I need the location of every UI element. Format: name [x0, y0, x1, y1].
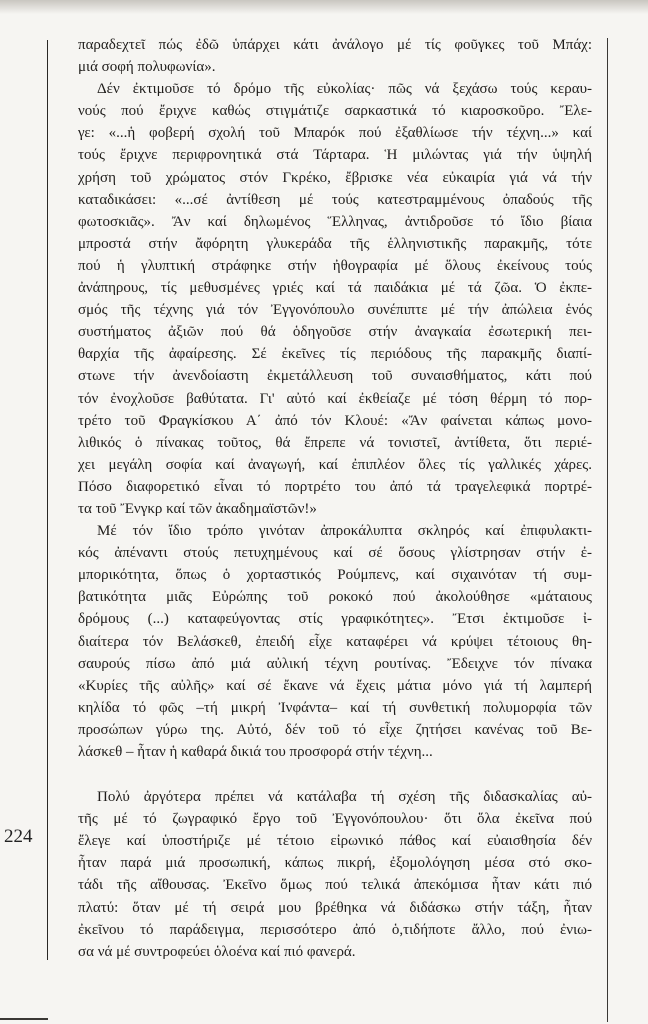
- text-line: ἔλεγε καί ὑποστήριζε μέ τέτοιο εἰρωνικό πάθος καί εὐαισθησία δέν: [78, 833, 592, 850]
- text-line: Δέν ἐκτιμοῦσε τό δρόμο τῆς εὐκολίας· πῶς νά ξεχάσω τούς κεραυ-: [97, 81, 592, 98]
- text-line: φωτοσκιᾶς». Ἄν καί δηλωμένος Ἕλληνας, ἀντιδροῦσε τό ἴδιο βίαια: [78, 213, 592, 230]
- text-line: Πόσο διαφορετικό εἶναι τό πορτρέτο του ἀπό τά τραγελεφικά πορτρέ-: [78, 478, 592, 495]
- paragraph: [78, 520, 592, 763]
- left-margin-rule: [47, 40, 48, 960]
- text-line: χρήση τοῦ χρώματος στόν Γκρέκο, ἔβρισκε νέα εὐκαιρία γιά νά τήν: [78, 169, 592, 186]
- text-line: λιθικός ὁ πίνακας τοῦτος, θά ἔπρεπε νά τονιστεῖ, ἀντίθετα, ὅτι περιέ-: [78, 434, 592, 451]
- text-line: τάδι τῆς αἴθουσας. Ἐκεῖνο ὅμως πού τελικά ἀπεκόμισα ἦταν κάτι πιό: [78, 877, 592, 894]
- text-line: τόν ἐνοχλοῦσε βαθύτατα. Γι' αὐτό καί ἐκθείαζε μέ τόση θέρμη τό πορ-: [78, 390, 592, 407]
- text-line: «Κυρίες τῆς αὐλῆς» καί σέ ἔκανε νά ἔχεις μάτια μόνο γιά τή λαμπερή: [78, 677, 592, 694]
- text-line: θαρχία τῆς ἀφαίρεσης. Σέ ἐκεῖνες τίς περιόδους τῆς παρακμῆς διαπί-: [78, 346, 592, 363]
- text-line: παραδεχτεῖ πώς ἐδῶ ὑπάρχει κάτι ἀνάλογο μέ τίς φοῦγκες τοῦ Μπάχ:: [78, 37, 592, 53]
- text-line: μιά σοφή πολυφωνία».: [78, 59, 216, 76]
- bottom-edge-mark: [0, 1018, 48, 1020]
- text-line: ἐκεῖνου τό παράδειγμα, περισσότερο ἀπό ὁ,τιδήποτε ἄλλο, πού ἐνιω-: [78, 921, 592, 938]
- text-line: διαίτερα τόν Βελάσκεθ, ἐπειδή εἶχε καταφέρει νά κρύψει τέτοιους θη-: [78, 633, 592, 650]
- text-line: πού ἡ γλυπτική στράφηκε στήν ἠθογραφία μέ ὅλους ἐκείνους τούς: [78, 257, 592, 274]
- text-line: κός ἀπέναντι στούς πετυχημένους καί σέ ὅσους γλίστρησαν στήν ἐ-: [78, 545, 592, 562]
- paragraph: [78, 78, 592, 520]
- text-line: νούς πού ἔριχνε καθώς στιγμάτιζε σαρκαστικά τό κιαροσκοῦρο. Ἔλε-: [78, 103, 592, 120]
- text-line: βατικότητα μιᾶς Εὐρώπης τοῦ ροκοκό πού ἀκολούθησε «μάταιους: [78, 589, 592, 606]
- text-line: σα νά μέ συντροφεύει ὁλοένα καί πιό φανερά.: [78, 943, 356, 960]
- text-line: στωνε τήν ἀνενδοίαστη ἐκμετάλλευση τοῦ συναισθήματος, κάτι πού: [78, 368, 592, 385]
- text-line: λάσκεθ – ἦταν ἡ καθαρά δικιά του προσφορά στήν τέχνη...: [78, 744, 433, 760]
- text-line: χει μεγάλη σοφία καί ἀναγωγή, καί ἐπιπλέον ὅλες τίς γαλλικές χάρες.: [78, 456, 592, 473]
- text-line: προσώπων γύρω της. Αὐτό, δέν τοῦ τό εἶχε ζητήσει κανένας τοῦ Βε-: [78, 721, 592, 738]
- text-line: καταδικάσει: «...σέ ἀντίθεση μέ τούς κατεστραμμένους ὀπαδούς τῆς: [78, 191, 592, 208]
- body-text: [78, 34, 592, 963]
- text-line: μπροστά στήν ἄφόρητη γλυκεράδα τῆς ἑλληνιστικῆς παρακμῆς, τότε: [78, 235, 592, 252]
- paragraph: [78, 786, 592, 963]
- text-line: μπορικότητα, ὅπως ὁ χορταστικός Ρούμπενς, καί σιχαινόταν τή συμ-: [78, 567, 592, 584]
- text-line: σμός τῆς τέχνης γιά τόν Ἐγγονόπουλο συνέπιπτε μέ τήν ἀπώλεια ἑνός: [78, 302, 592, 319]
- text-line: ἀνάπηρους, τίς μεθυσμένες γριές καί τά παιδάκια μέ τά ζῶα. Ὁ ἐκπε-: [78, 280, 592, 297]
- text-line: σαυρούς πίσω ἀπό μιά αὐλική τέχνη ρουτίνας. Ἔδειχνε τόν πίνακα: [78, 655, 592, 672]
- text-line: γε: «...ἡ φοβερή σχολή τοῦ Μπαρόκ πού ἐξαθλίωσε τήν τέχνη...» καί: [78, 125, 592, 142]
- paragraph: [78, 34, 592, 78]
- text-line: τρέτο τοῦ Φραγκίσκου Α΄ ἀπό τόν Κλουέ: «Ἄν φαίνεται κάπως μονο-: [78, 412, 592, 429]
- page-top-shadow: [0, 0, 648, 14]
- text-line: Πολύ ἀργότερα πρέπει νά κατάλαβα τή σχέση τῆς διδασκαλίας αὐ-: [97, 789, 592, 806]
- text-line: ἦταν παρά μιά προσωπική, κάπως πικρή, ἐξομολόγηση μέσα στό σκο-: [78, 855, 592, 872]
- text-line: πλατύ: ὅταν μέ τή σειρά μου βρέθηκα νά διδάσκω στήν τάξη, ἦταν: [78, 899, 592, 916]
- text-line: τούς ἔριχνε περιφρονητικά στά Τάρταρα. Ἡ μιλώντας γιά τήν ὑψηλή: [78, 147, 592, 164]
- text-line: δρόμους (...) καταφεύγοντας στίς γραφικότητες». Ἔτσι ἐκτιμοῦσε ἰ-: [78, 611, 592, 628]
- text-line: τῆς μέ τό ζωγραφικό ἔργο τοῦ Ἐγγονόπουλου· ὅτι ὅλα ἐκεῖνα πού: [78, 811, 592, 828]
- page-number: 224: [4, 826, 33, 847]
- text-line: τα τοῦ Ἔνγκρ καί τῶν ἀκαδημαϊστῶν!»: [78, 500, 317, 517]
- paragraph-gap: [78, 763, 592, 786]
- text-line: Μέ τόν ἴδιο τρόπο γινόταν ἀπροκάλυπτα σκληρός καί ἐπιφυλακτι-: [97, 523, 592, 540]
- right-margin-rule: [607, 38, 608, 1022]
- text-line: συστήματος ἀξιῶν πού θά ὁδηγοῦσε στήν ἀναγκαία ἐσωτερική πει-: [78, 324, 592, 341]
- text-line: κηλίδα τό φῶς –τή μικρή Ἰνφάντα– καί τή συνθετική πολυμορφία τῶν: [78, 699, 592, 716]
